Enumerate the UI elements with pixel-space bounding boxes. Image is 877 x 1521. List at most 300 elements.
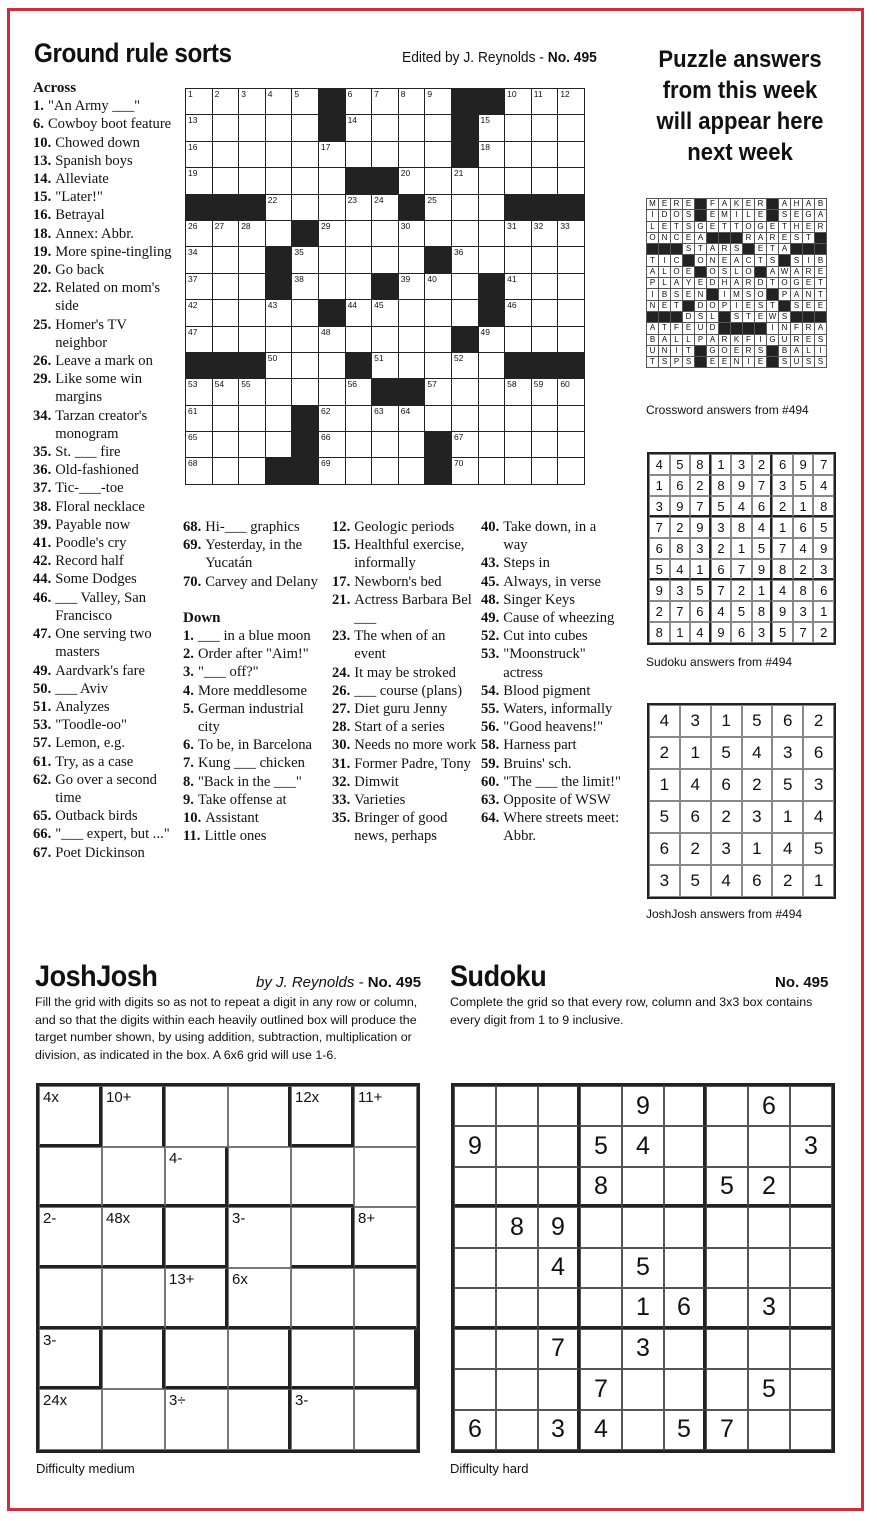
sudoku-cell[interactable] [664,1167,706,1207]
crossword-cell[interactable] [186,168,213,194]
crossword-cell[interactable] [318,220,345,246]
sudoku-cell[interactable] [706,1086,748,1126]
crossword-cell[interactable] [505,168,532,194]
sudoku-cell[interactable]: 9 [454,1126,496,1166]
crossword-cell[interactable] [558,141,585,167]
crossword-cell[interactable] [292,326,319,352]
crossword-cell[interactable] [318,141,345,167]
crossword-cell[interactable] [292,273,319,299]
sudoku-cell[interactable] [622,1410,664,1450]
crossword-cell[interactable] [425,220,452,246]
sudoku-cell[interactable] [748,1126,790,1166]
crossword-cell[interactable] [292,352,319,378]
crossword-cell[interactable] [372,194,399,220]
sudoku-cell[interactable] [538,1288,580,1328]
crossword-cell[interactable] [265,300,292,326]
crossword-cell[interactable] [186,273,213,299]
crossword-cell[interactable] [398,326,425,352]
sudoku-cell[interactable] [706,1126,748,1166]
sudoku-cell[interactable]: 4 [580,1410,622,1450]
joshjosh-cell[interactable] [165,1086,228,1147]
crossword-cell[interactable] [239,432,266,458]
crossword-cell[interactable] [558,405,585,431]
crossword-cell[interactable] [451,220,478,246]
sudoku-cell[interactable] [454,1288,496,1328]
crossword-cell[interactable] [186,405,213,431]
sudoku-cell[interactable] [454,1369,496,1409]
sudoku-cell[interactable] [454,1086,496,1126]
crossword-cell[interactable] [505,247,532,273]
crossword-cell[interactable] [372,326,399,352]
sudoku-cell[interactable] [748,1410,790,1450]
crossword-cell[interactable] [478,194,505,220]
crossword-cell[interactable] [292,247,319,273]
sudoku-cell[interactable]: 5 [706,1167,748,1207]
sudoku-cell[interactable] [454,1248,496,1288]
joshjosh-cell[interactable] [102,1268,165,1329]
joshjosh-cell[interactable] [102,1389,165,1450]
crossword-cell[interactable] [398,458,425,484]
sudoku-cell[interactable]: 5 [580,1126,622,1166]
crossword-cell[interactable] [265,379,292,405]
crossword-cell[interactable] [212,89,239,115]
sudoku-cell[interactable]: 7 [706,1410,748,1450]
crossword-cell[interactable] [345,220,372,246]
crossword-cell[interactable] [478,352,505,378]
crossword-cell[interactable] [425,194,452,220]
sudoku-cell[interactable] [580,1207,622,1247]
joshjosh-cell[interactable] [291,1207,354,1268]
crossword-cell[interactable] [398,89,425,115]
joshjosh-cell[interactable]: 3- [291,1389,354,1450]
crossword-cell[interactable] [478,141,505,167]
crossword-cell[interactable] [451,194,478,220]
joshjosh-grid[interactable] [36,1083,420,1453]
sudoku-cell[interactable]: 6 [748,1086,790,1126]
sudoku-cell[interactable] [496,1086,538,1126]
joshjosh-cell[interactable] [228,1086,291,1147]
crossword-cell[interactable] [186,432,213,458]
crossword-cell[interactable] [292,168,319,194]
sudoku-cell[interactable] [622,1167,664,1207]
crossword-cell[interactable] [345,115,372,141]
crossword-cell[interactable] [212,115,239,141]
joshjosh-cell[interactable] [291,1329,354,1390]
crossword-cell[interactable] [505,405,532,431]
crossword-cell[interactable] [451,300,478,326]
sudoku-cell[interactable] [664,1248,706,1288]
crossword-cell[interactable] [239,300,266,326]
joshjosh-cell[interactable]: 8+ [354,1207,417,1268]
sudoku-cell[interactable] [664,1369,706,1409]
joshjosh-cell[interactable]: 24x [39,1389,102,1450]
crossword-cell[interactable] [478,405,505,431]
crossword-cell[interactable] [345,247,372,273]
crossword-cell[interactable] [212,405,239,431]
crossword-cell[interactable] [265,432,292,458]
sudoku-cell[interactable] [790,1167,832,1207]
crossword-cell[interactable] [451,168,478,194]
crossword-cell[interactable] [398,141,425,167]
sudoku-cell[interactable] [664,1207,706,1247]
crossword-cell[interactable] [372,458,399,484]
crossword-cell[interactable] [505,220,532,246]
crossword-cell[interactable] [318,379,345,405]
crossword-cell[interactable] [451,352,478,378]
sudoku-cell[interactable]: 1 [622,1288,664,1328]
crossword-cell[interactable] [212,432,239,458]
crossword-cell[interactable] [239,89,266,115]
crossword-cell[interactable] [425,115,452,141]
joshjosh-cell[interactable]: 4x [39,1086,102,1147]
crossword-cell[interactable] [318,458,345,484]
sudoku-cell[interactable] [748,1248,790,1288]
joshjosh-cell[interactable]: 6x [228,1268,291,1329]
sudoku-cell[interactable] [496,1410,538,1450]
crossword-cell[interactable] [505,432,532,458]
crossword-cell[interactable] [265,405,292,431]
crossword-cell[interactable] [212,168,239,194]
crossword-cell[interactable] [345,300,372,326]
crossword-cell[interactable] [398,273,425,299]
joshjosh-cell[interactable] [102,1147,165,1208]
crossword-cell[interactable] [318,352,345,378]
crossword-cell[interactable] [345,458,372,484]
crossword-cell[interactable] [425,273,452,299]
crossword-cell[interactable] [478,247,505,273]
crossword-cell[interactable] [478,115,505,141]
sudoku-cell[interactable] [790,1369,832,1409]
crossword-cell[interactable] [372,89,399,115]
joshjosh-cell[interactable]: 10+ [102,1086,165,1147]
crossword-cell[interactable] [398,115,425,141]
sudoku-cell[interactable]: 5 [748,1369,790,1409]
sudoku-cell[interactable] [496,1329,538,1369]
joshjosh-cell[interactable] [291,1268,354,1329]
crossword-cell[interactable] [186,300,213,326]
joshjosh-cell[interactable]: 3÷ [165,1389,228,1450]
crossword-cell[interactable] [239,168,266,194]
crossword-cell[interactable] [531,458,558,484]
sudoku-cell[interactable] [496,1167,538,1207]
crossword-cell[interactable] [531,141,558,167]
crossword-cell[interactable] [345,141,372,167]
crossword-cell[interactable] [372,220,399,246]
sudoku-cell[interactable]: 5 [664,1410,706,1450]
crossword-cell[interactable] [372,141,399,167]
crossword-cell[interactable] [451,458,478,484]
crossword-cell[interactable] [478,326,505,352]
sudoku-cell[interactable] [580,1288,622,1328]
joshjosh-cell[interactable] [228,1389,291,1450]
crossword-cell[interactable] [558,247,585,273]
crossword-cell[interactable] [318,168,345,194]
crossword-cell[interactable] [265,115,292,141]
crossword-cell[interactable] [558,273,585,299]
crossword-cell[interactable] [478,168,505,194]
sudoku-cell[interactable] [622,1207,664,1247]
crossword-cell[interactable] [398,220,425,246]
sudoku-cell[interactable] [790,1248,832,1288]
crossword-cell[interactable] [318,194,345,220]
crossword-cell[interactable] [425,168,452,194]
crossword-cell[interactable] [425,141,452,167]
crossword-cell[interactable] [345,379,372,405]
sudoku-cell[interactable] [790,1329,832,1369]
sudoku-cell[interactable]: 3 [538,1410,580,1450]
sudoku-cell[interactable]: 6 [454,1410,496,1450]
crossword-cell[interactable] [212,247,239,273]
crossword-cell[interactable] [531,326,558,352]
crossword-cell[interactable] [505,458,532,484]
crossword-cell[interactable] [212,220,239,246]
crossword-cell[interactable] [265,220,292,246]
crossword-cell[interactable] [292,89,319,115]
crossword-cell[interactable] [372,247,399,273]
sudoku-cell[interactable]: 3 [790,1126,832,1166]
crossword-cell[interactable] [398,300,425,326]
sudoku-cell[interactable] [706,1369,748,1409]
crossword-cell[interactable] [558,168,585,194]
crossword-cell[interactable] [451,379,478,405]
sudoku-cell[interactable]: 8 [580,1167,622,1207]
crossword-grid[interactable] [185,88,585,485]
crossword-cell[interactable] [531,220,558,246]
joshjosh-cell[interactable]: 4- [165,1147,228,1208]
crossword-cell[interactable] [265,89,292,115]
crossword-cell[interactable] [505,326,532,352]
joshjosh-cell[interactable] [354,1268,417,1329]
sudoku-cell[interactable] [538,1126,580,1166]
crossword-cell[interactable] [558,458,585,484]
crossword-cell[interactable] [239,141,266,167]
joshjosh-cell[interactable] [291,1147,354,1208]
joshjosh-cell[interactable]: 48x [102,1207,165,1268]
crossword-cell[interactable] [186,141,213,167]
joshjosh-cell[interactable] [102,1329,165,1390]
crossword-cell[interactable] [478,220,505,246]
sudoku-cell[interactable]: 8 [496,1207,538,1247]
sudoku-cell[interactable] [496,1126,538,1166]
crossword-cell[interactable] [558,326,585,352]
crossword-cell[interactable] [558,432,585,458]
crossword-cell[interactable] [345,273,372,299]
sudoku-cell[interactable] [706,1329,748,1369]
sudoku-cell[interactable] [748,1207,790,1247]
sudoku-cell[interactable]: 9 [622,1086,664,1126]
crossword-cell[interactable] [398,168,425,194]
joshjosh-cell[interactable] [228,1147,291,1208]
crossword-cell[interactable] [212,379,239,405]
crossword-cell[interactable] [292,194,319,220]
crossword-cell[interactable] [451,405,478,431]
crossword-cell[interactable] [398,247,425,273]
crossword-cell[interactable] [558,379,585,405]
crossword-cell[interactable] [531,247,558,273]
crossword-cell[interactable] [478,458,505,484]
crossword-cell[interactable] [531,379,558,405]
crossword-cell[interactable] [425,300,452,326]
joshjosh-cell[interactable] [354,1147,417,1208]
sudoku-cell[interactable] [790,1207,832,1247]
crossword-cell[interactable] [425,89,452,115]
crossword-cell[interactable] [372,405,399,431]
crossword-cell[interactable] [239,458,266,484]
joshjosh-cell[interactable]: 3- [39,1329,102,1390]
crossword-cell[interactable] [451,273,478,299]
crossword-cell[interactable] [345,432,372,458]
crossword-cell[interactable] [292,379,319,405]
crossword-cell[interactable] [292,115,319,141]
sudoku-cell[interactable] [496,1248,538,1288]
sudoku-cell[interactable] [496,1369,538,1409]
sudoku-cell[interactable] [580,1248,622,1288]
crossword-cell[interactable] [265,194,292,220]
crossword-cell[interactable] [265,352,292,378]
joshjosh-cell[interactable] [165,1329,228,1390]
joshjosh-cell[interactable]: 11+ [354,1086,417,1147]
crossword-cell[interactable] [505,273,532,299]
crossword-cell[interactable] [265,141,292,167]
crossword-cell[interactable] [558,115,585,141]
crossword-cell[interactable] [425,326,452,352]
crossword-cell[interactable] [212,273,239,299]
sudoku-cell[interactable] [706,1288,748,1328]
crossword-cell[interactable] [531,115,558,141]
crossword-cell[interactable] [292,300,319,326]
crossword-cell[interactable] [531,405,558,431]
crossword-cell[interactable] [558,300,585,326]
crossword-cell[interactable] [398,432,425,458]
crossword-cell[interactable] [345,194,372,220]
crossword-cell[interactable] [239,405,266,431]
crossword-cell[interactable] [318,405,345,431]
crossword-cell[interactable] [186,379,213,405]
crossword-cell[interactable] [478,379,505,405]
sudoku-cell[interactable] [664,1086,706,1126]
sudoku-cell[interactable] [580,1329,622,1369]
sudoku-cell[interactable] [496,1288,538,1328]
sudoku-cell[interactable]: 4 [538,1248,580,1288]
sudoku-cell[interactable]: 6 [664,1288,706,1328]
crossword-cell[interactable] [531,432,558,458]
crossword-cell[interactable] [239,220,266,246]
sudoku-cell[interactable] [748,1329,790,1369]
sudoku-cell[interactable] [538,1167,580,1207]
crossword-cell[interactable] [505,141,532,167]
crossword-cell[interactable] [531,300,558,326]
crossword-cell[interactable] [186,220,213,246]
crossword-cell[interactable] [239,115,266,141]
crossword-cell[interactable] [292,141,319,167]
sudoku-cell[interactable] [790,1410,832,1450]
joshjosh-cell[interactable]: 2- [39,1207,102,1268]
sudoku-cell[interactable]: 3 [748,1288,790,1328]
crossword-cell[interactable] [505,89,532,115]
crossword-cell[interactable] [372,115,399,141]
sudoku-cell[interactable] [538,1369,580,1409]
crossword-cell[interactable] [345,326,372,352]
crossword-cell[interactable] [239,273,266,299]
joshjosh-cell[interactable] [39,1268,102,1329]
crossword-cell[interactable] [318,326,345,352]
crossword-cell[interactable] [239,326,266,352]
sudoku-cell[interactable]: 7 [580,1369,622,1409]
sudoku-cell[interactable] [538,1086,580,1126]
crossword-cell[interactable] [531,89,558,115]
crossword-cell[interactable] [318,273,345,299]
crossword-cell[interactable] [505,115,532,141]
joshjosh-cell[interactable] [354,1389,417,1450]
crossword-cell[interactable] [451,247,478,273]
sudoku-cell[interactable] [706,1207,748,1247]
joshjosh-cell[interactable]: 3- [228,1207,291,1268]
sudoku-cell[interactable]: 2 [748,1167,790,1207]
crossword-cell[interactable] [239,379,266,405]
crossword-cell[interactable] [558,89,585,115]
crossword-cell[interactable] [186,458,213,484]
crossword-cell[interactable] [345,89,372,115]
sudoku-cell[interactable] [664,1126,706,1166]
sudoku-cell[interactable] [580,1086,622,1126]
crossword-cell[interactable] [186,89,213,115]
crossword-cell[interactable] [531,168,558,194]
crossword-cell[interactable] [372,300,399,326]
joshjosh-cell[interactable] [228,1329,291,1390]
crossword-cell[interactable] [372,432,399,458]
sudoku-grid[interactable] [451,1083,835,1453]
crossword-cell[interactable] [558,220,585,246]
sudoku-cell[interactable] [454,1207,496,1247]
crossword-cell[interactable] [239,247,266,273]
sudoku-cell[interactable]: 9 [538,1207,580,1247]
crossword-cell[interactable] [372,352,399,378]
crossword-cell[interactable] [318,247,345,273]
sudoku-cell[interactable] [622,1369,664,1409]
crossword-cell[interactable] [212,458,239,484]
sudoku-cell[interactable]: 7 [538,1329,580,1369]
crossword-cell[interactable] [398,405,425,431]
crossword-cell[interactable] [505,300,532,326]
sudoku-cell[interactable] [706,1248,748,1288]
crossword-cell[interactable] [425,352,452,378]
crossword-cell[interactable] [425,379,452,405]
sudoku-cell[interactable]: 5 [622,1248,664,1288]
crossword-cell[interactable] [318,432,345,458]
crossword-cell[interactable] [212,326,239,352]
crossword-cell[interactable] [505,379,532,405]
crossword-cell[interactable] [531,273,558,299]
crossword-cell[interactable] [398,352,425,378]
joshjosh-cell[interactable] [354,1329,417,1390]
crossword-cell[interactable] [478,432,505,458]
joshjosh-cell[interactable] [165,1207,228,1268]
sudoku-cell[interactable] [454,1329,496,1369]
joshjosh-cell[interactable] [39,1147,102,1208]
crossword-cell[interactable] [265,168,292,194]
sudoku-cell[interactable]: 3 [622,1329,664,1369]
sudoku-cell[interactable]: 4 [622,1126,664,1166]
crossword-cell[interactable] [212,300,239,326]
crossword-cell[interactable] [186,115,213,141]
crossword-cell[interactable] [345,405,372,431]
joshjosh-cell[interactable]: 12x [291,1086,354,1147]
crossword-cell[interactable] [265,326,292,352]
crossword-cell[interactable] [425,405,452,431]
sudoku-cell[interactable] [664,1329,706,1369]
sudoku-cell[interactable] [790,1086,832,1126]
crossword-cell[interactable] [451,432,478,458]
